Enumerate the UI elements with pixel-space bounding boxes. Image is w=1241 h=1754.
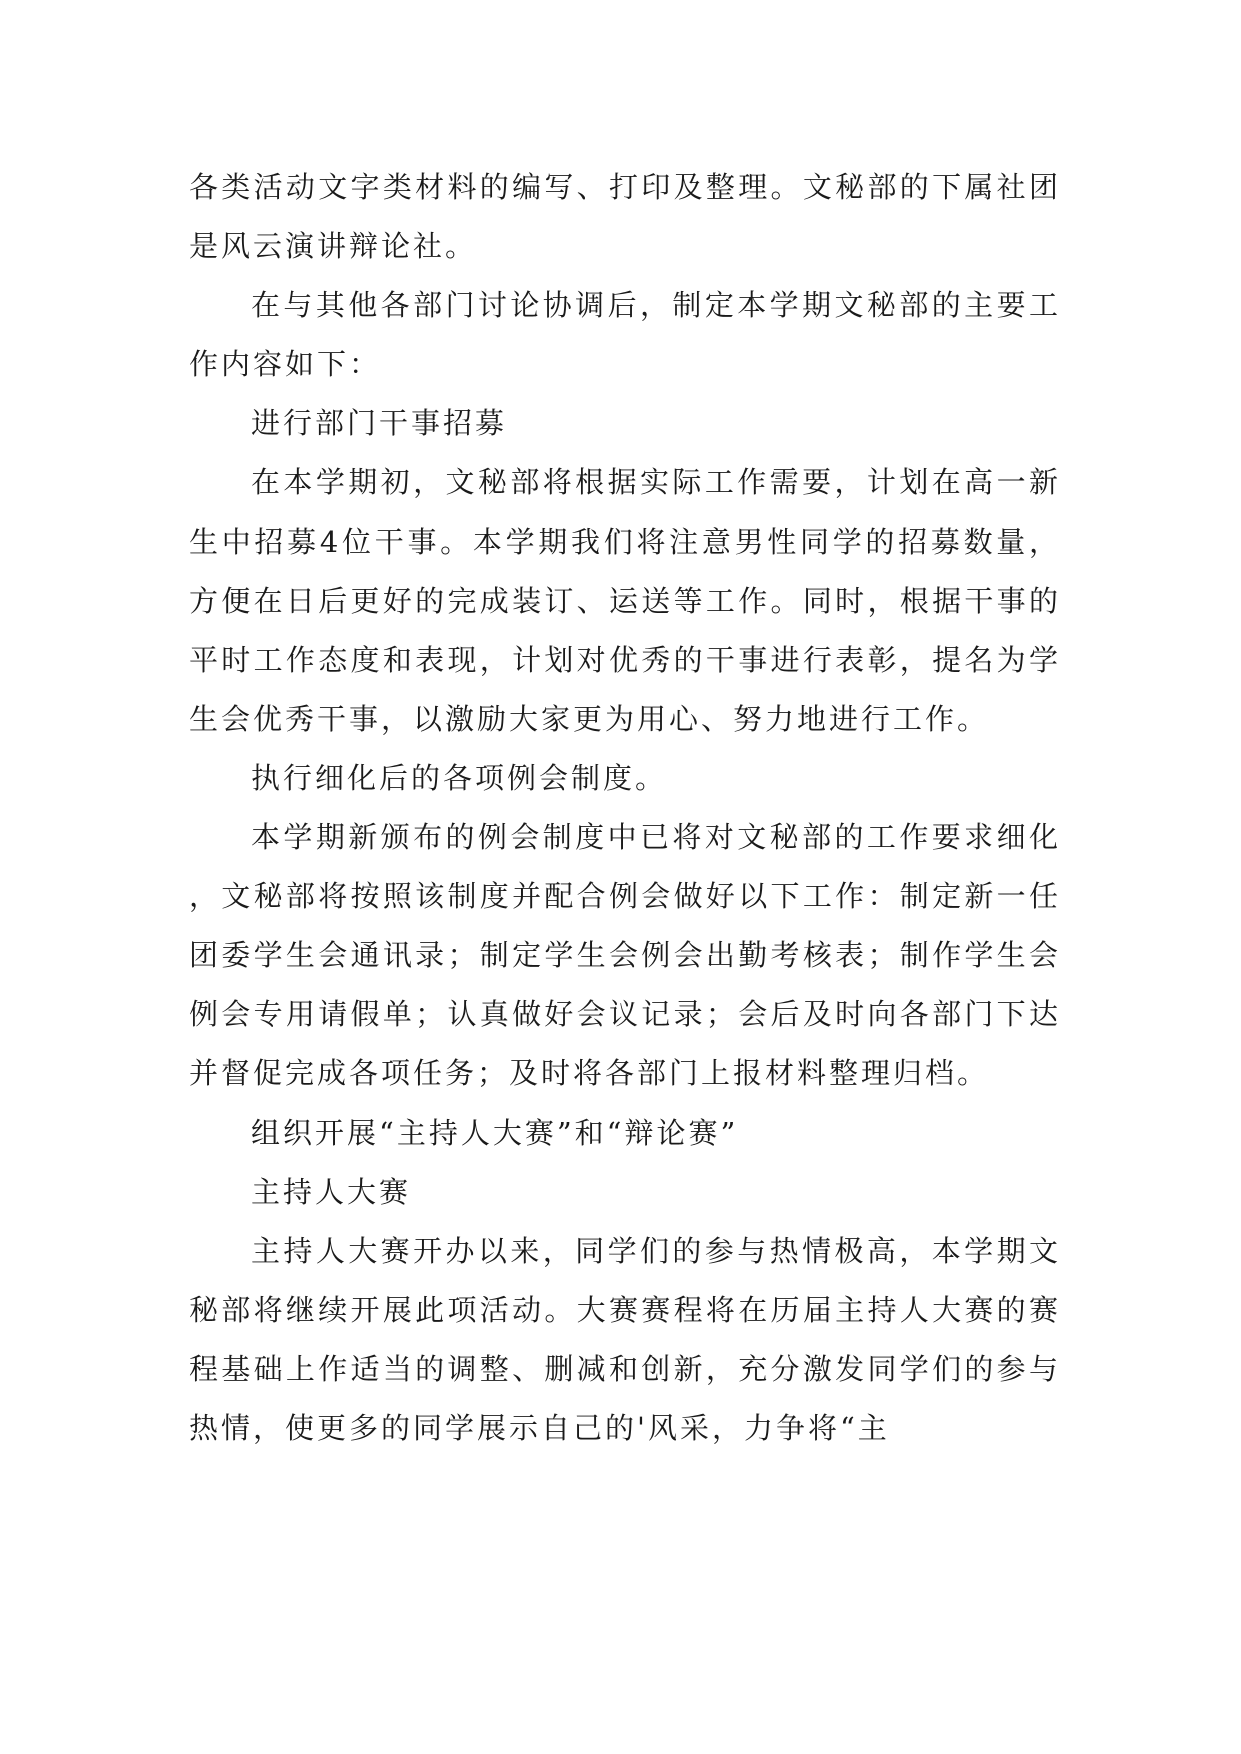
paragraph: 在本学期初，文秘部将根据实际工作需要，计划在高一新生中招募4位干事。本学期我们将注意男性同学的招募数量，方便在日后更好的完成装订、运送等工作。同时，根据干事的平时工作态度和表现，计划对优秀的干事进行表彰，提名为学生会优秀干事，以激励大家更为用心、努力地进行工作。 [189,465,1061,736]
section-heading: 执行细化后的各项例会制度。 [251,760,668,795]
document-body [189,158,1061,1458]
paragraph: 本学期新颁布的例会制度中已将对文秘部的工作要求细化，文秘部将按照该制度并配合例会做好以下工作：制定新一任团委学生会通讯录；制定学生会例会出勤考核表；制作学生会例会专用请假单；认真做好会议记录；会后及时向各部门下达并督促完成各项任务；及时将各部门上报材料整理归档。 [189,820,1061,1091]
section-heading: 组织开展“主持人大赛”和“辩论赛” [251,1115,739,1150]
sub-heading: 主持人大赛 [251,1174,412,1209]
paragraph: 各类活动文字类材料的编写、打印及整理。文秘部的下属社团是风云演讲辩论社。 [189,170,1061,264]
section-heading: 进行部门干事招募 [251,406,508,441]
paragraph: 主持人大赛开办以来，同学们的参与热情极高，本学期文秘部将继续开展此项活动。大赛赛程将在历届主持人大赛的赛程基础上作适当的调整、删减和创新，充分激发同学们的参与热情，使更多的同学展示自己的'风采，力争将“主 [189,1233,1061,1445]
paragraph: 在与其他各部门讨论协调后，制定本学期文秘部的主要工作内容如下： [189,288,1061,382]
